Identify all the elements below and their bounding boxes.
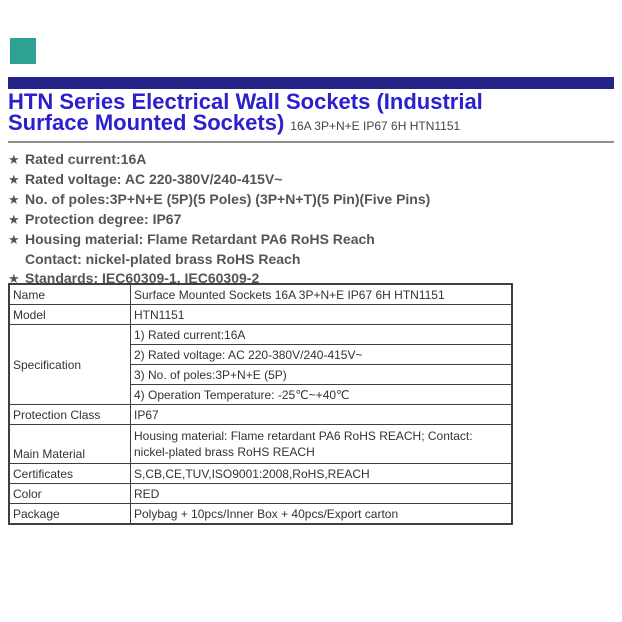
table-row — [9, 405, 512, 425]
feature-item-continuation — [8, 250, 614, 269]
feature-text: Rated current:16A — [25, 151, 147, 167]
row-label-main-material: Main Material — [9, 425, 131, 464]
feature-text: Contact: nickel-plated brass RoHS Reach — [25, 251, 301, 267]
row-value-name: Surface Mounted Sockets 16A 3P+N+E IP67 6H HTN1151 — [131, 284, 513, 305]
feature-text: No. of poles:3P+N+E (5P)(5 Poles) (3P+N+T)(5 Pin)(Five Pins) — [25, 191, 431, 207]
star-icon: ★ — [8, 173, 20, 188]
star-icon: ★ — [8, 213, 20, 228]
header-divider-bar — [8, 77, 614, 89]
row-value-model: HTN1151 — [131, 305, 513, 325]
spec-table — [8, 283, 513, 525]
feature-item — [8, 170, 614, 190]
spec-sub-row-3: 3) No. of poles:3P+N+E (5P) — [131, 365, 513, 385]
feature-text: Protection degree: IP67 — [25, 211, 182, 227]
row-label-specification: Specification — [9, 325, 131, 405]
feature-text: Standards: IEC60309-1, IEC60309-2 — [25, 270, 260, 286]
star-icon: ★ — [8, 272, 20, 287]
row-label-color: Color — [9, 484, 131, 504]
table-row — [9, 305, 512, 325]
star-icon: ★ — [8, 233, 20, 248]
feature-text: Rated voltage: AC 220-380V/240-415V~ — [25, 171, 283, 187]
feature-item — [8, 150, 614, 170]
table-row — [9, 464, 512, 484]
table-row — [9, 484, 512, 504]
row-label-package: Package — [9, 504, 131, 525]
table-row — [9, 284, 512, 305]
star-icon: ★ — [8, 193, 20, 208]
page-title-line1: HTN Series Electrical Wall Sockets (Industrial — [8, 89, 483, 114]
title-rule — [8, 141, 614, 143]
spec-sub-row-1: 1) Rated current:16A — [131, 325, 513, 345]
star-icon: ★ — [8, 153, 20, 168]
row-value-color: RED — [131, 484, 513, 504]
page-title — [8, 91, 620, 137]
table-row — [9, 425, 512, 464]
spec-sub-row-2: 2) Rated voltage: AC 220-380V/240-415V~ — [131, 345, 513, 365]
feature-text: Housing material: Flame Retardant PA6 RoHS Reach — [25, 231, 375, 247]
row-value-protection-class: IP67 — [131, 405, 513, 425]
row-label-name: Name — [9, 284, 131, 305]
feature-item — [8, 230, 614, 250]
feature-item — [8, 210, 614, 230]
row-value-package: Polybag + 10pcs/Inner Box + 40pcs/Export carton — [131, 504, 513, 525]
row-value-certificates: S,CB,CE,TUV,ISO9001:2008,RoHS,REACH — [131, 464, 513, 484]
row-label-protection-class: Protection Class — [9, 405, 131, 425]
logo-mark — [10, 38, 36, 64]
spec-sub-row-4: 4) Operation Temperature: -25℃~+40℃ — [131, 385, 513, 405]
row-label-certificates: Certificates — [9, 464, 131, 484]
feature-item — [8, 190, 614, 210]
table-row — [9, 325, 512, 345]
row-value-main-material: Housing material: Flame retardant PA6 RoHS REACH; Contact: nickel-plated brass RoHS REACH — [131, 425, 513, 464]
feature-list — [8, 150, 614, 289]
table-row — [9, 504, 512, 525]
page-title-line2: Surface Mounted Sockets) — [8, 110, 285, 135]
model-subtitle: 16A 3P+N+E IP67 6H HTN1151 — [290, 119, 461, 133]
row-label-model: Model — [9, 305, 131, 325]
